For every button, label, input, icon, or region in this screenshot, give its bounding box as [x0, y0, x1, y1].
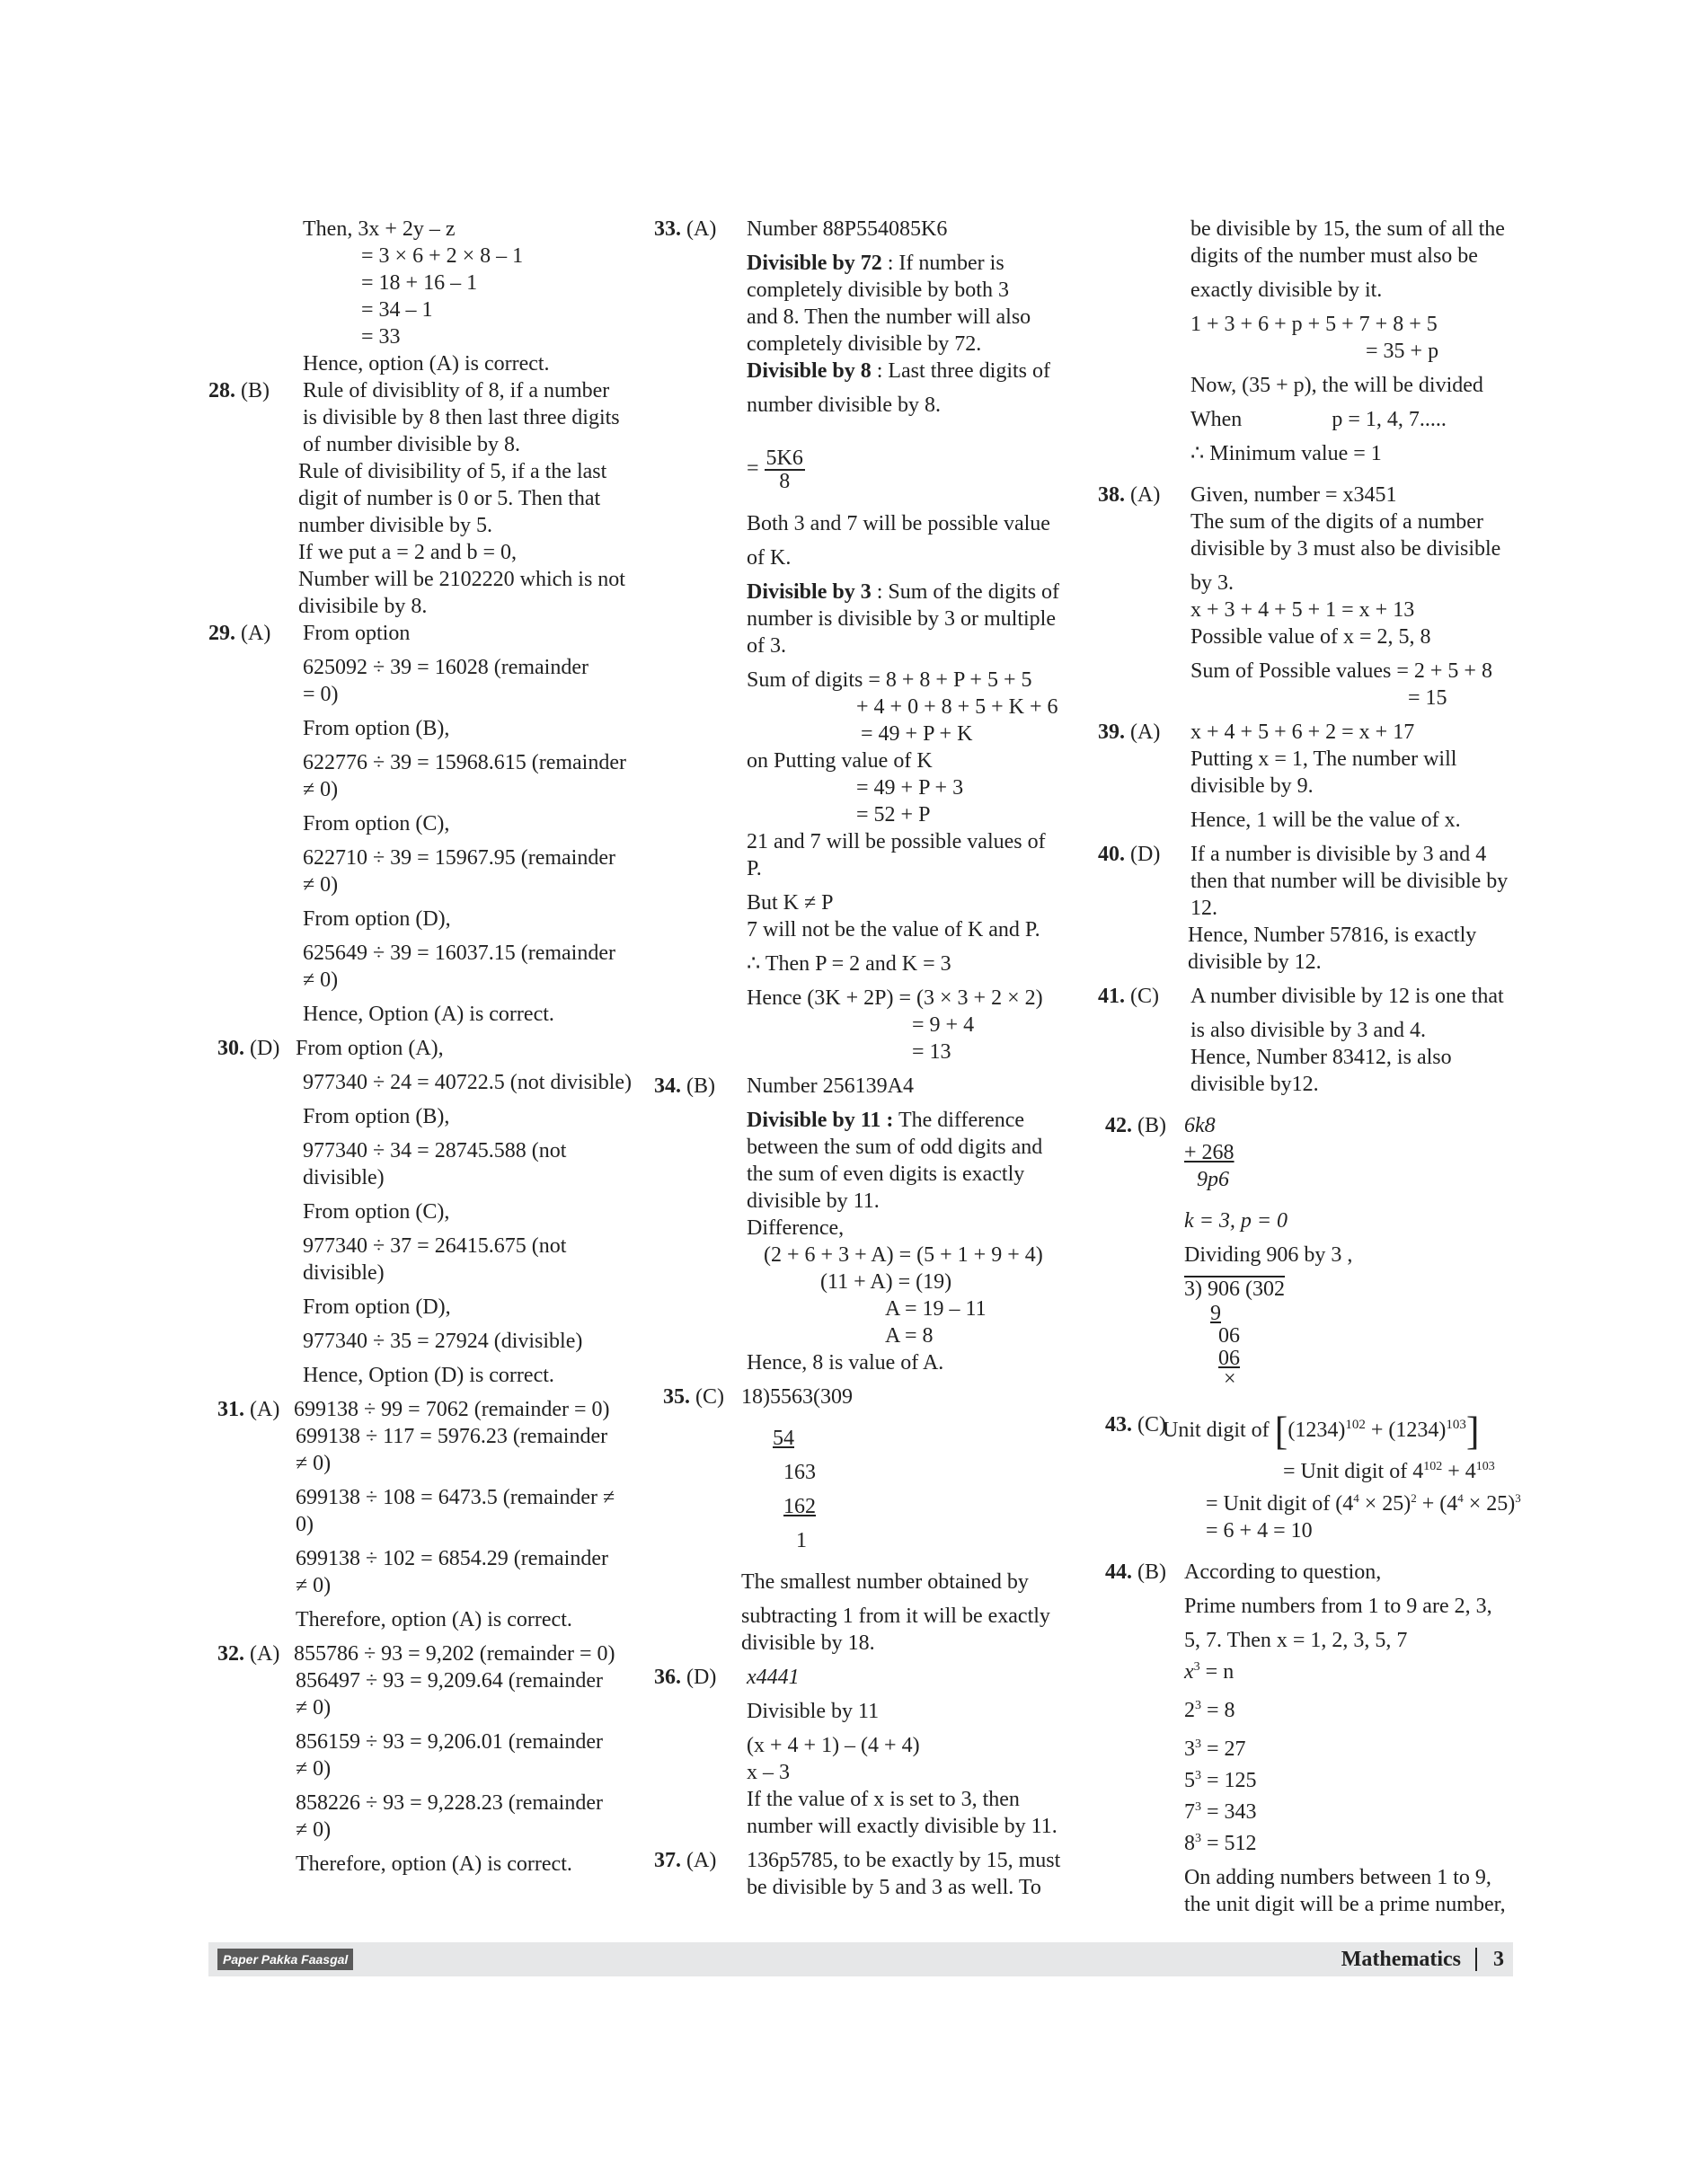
text-line: divisible by 11. — [747, 1189, 880, 1213]
text-line: 622776 ÷ 39 = 15968.615 (remainder — [303, 751, 626, 774]
text-line: divisible) — [303, 1261, 385, 1285]
text-line: = 3 × 6 + 2 × 8 – 1 — [361, 244, 524, 268]
long-division: 3) 906 (302 — [1184, 1277, 1285, 1301]
text-line: Prime numbers from 1 to 9 are 2, 3, — [1184, 1595, 1492, 1618]
text-line: number divisible by 5. — [298, 514, 492, 537]
column-1 — [208, 216, 633, 1878]
text-line: P. — [747, 857, 762, 880]
text-line: digits of the number must also be — [1190, 244, 1478, 268]
text-line: = Unit digit of $(4^4 \times 25)^2 + (4^4 \times 25)^3$ — [1206, 1491, 1521, 1516]
text-line: 625092 ÷ 39 = 16028 (remainder — [303, 656, 589, 679]
text-line: of number divisible by 8. — [303, 433, 520, 456]
question-number: 31. — [217, 1398, 244, 1421]
text-line: From option (C), — [303, 812, 450, 835]
question-32: 32. (A) 855786 ÷ 93 = 9,202 (remainder = 0) — [217, 1642, 615, 1666]
question-38: 38. (A) Given, number = x3451 — [1098, 483, 1397, 507]
text-line: Hence, 8 is value of A. — [747, 1351, 944, 1375]
text-line: 5, 7. Then x = 1, 2, 3, 5, 7 — [1184, 1629, 1408, 1652]
text-line: Therefore, option (A) is correct. — [296, 1608, 572, 1631]
text-line: 699138 ÷ 108 = 6473.5 (remainder ≠ — [296, 1486, 615, 1509]
question-number: 44. — [1105, 1560, 1132, 1584]
text-line: From option (B), — [303, 1105, 450, 1128]
text-line: = 34 – 1 — [361, 298, 433, 322]
answer-label: (D) — [686, 1666, 717, 1689]
question-30: 30. (D) From option (A), — [217, 1037, 444, 1060]
column-2 — [654, 216, 1073, 1901]
text-line: 856159 ÷ 93 = 9,206.01 (remainder — [296, 1730, 603, 1754]
text-line: = 13 — [912, 1040, 951, 1064]
text-line: 699138 ÷ 117 = 5976.23 (remainder — [296, 1425, 608, 1448]
text-line: Hence, option (A) is correct. — [303, 352, 550, 376]
text-line: 858226 ÷ 93 = 9,228.23 (remainder — [296, 1791, 603, 1815]
text-line: 7 will not be the value of K and P. — [747, 918, 1040, 941]
text-line: From option (C), — [303, 1200, 450, 1224]
text-line: = 18 + 16 – 1 — [361, 271, 478, 295]
text-line: number divisible by 8. — [747, 393, 941, 417]
question-number: 30. — [217, 1037, 244, 1060]
text-line: 9p6 — [1197, 1168, 1229, 1191]
text-line: Divisible by 3 : Sum of the digits of — [747, 580, 1060, 604]
column-3 — [1098, 216, 1521, 1918]
text-line: $x^3 = n$ — [1184, 1660, 1235, 1684]
answer-label: (A) — [686, 1849, 717, 1872]
text-line: ≠ 0) — [296, 1818, 332, 1842]
answer-label: (A) — [241, 622, 271, 645]
text-line: 856497 ÷ 93 = 9,209.64 (remainder — [296, 1669, 603, 1693]
text-line: = Unit digit of $4^{102} + 4^{103}$ — [1283, 1460, 1495, 1483]
question-number: 41. — [1098, 985, 1125, 1008]
text-line: then that number will be divisible by — [1190, 870, 1509, 893]
text-line: From option (D), — [303, 907, 451, 931]
text-line: ≠ 0) — [296, 1452, 332, 1475]
question-44: 44. (B) According to question, — [1105, 1560, 1382, 1584]
text-line: But K ≠ P — [747, 891, 834, 915]
text-line: ≠ 0) — [296, 1757, 332, 1781]
text-line: on Putting value of K — [747, 749, 933, 773]
subject-title: Mathematics — [1341, 1948, 1461, 1971]
text-line: If the value of x is set to 3, then — [747, 1788, 1020, 1811]
text-line: ≠ 0) — [303, 873, 339, 897]
page-number: 3 — [1493, 1948, 1504, 1971]
text-line: digit of number is 0 or 5. Then that — [298, 487, 601, 510]
text-line: divisible by12. — [1190, 1073, 1319, 1096]
question-28: 28. (B) Rule of divisiblity of 8, if a number — [208, 379, 610, 402]
text-line: Hence, Number 83412, is also — [1190, 1046, 1452, 1069]
text-line: Difference, — [747, 1216, 845, 1240]
text-line: Now, (35 + p), the will be divided — [1190, 374, 1483, 397]
text-line: = 9 + 4 — [912, 1013, 975, 1037]
text-line: The smallest number obtained by — [741, 1570, 1029, 1594]
text-line: 12. — [1190, 897, 1217, 920]
text-line: Hence, Option (A) is correct. — [303, 1003, 554, 1026]
text-line: The sum of the digits of a number — [1190, 510, 1483, 534]
text-line: k = 3, p = 0 — [1184, 1209, 1288, 1233]
text-line: of K. — [747, 546, 792, 570]
text-line: + 4 + 0 + 8 + 5 + K + 6 — [856, 695, 1058, 719]
text-line: If we put a = 2 and b = 0, — [298, 541, 518, 564]
text-line: be divisible by 15, the sum of all the — [1190, 217, 1505, 241]
heading: Divisible by 8 — [747, 359, 872, 383]
text-line: 977340 ÷ 24 = 40722.5 (not divisible) — [303, 1071, 633, 1094]
answer-label: (C) — [695, 1385, 724, 1409]
long-division: 06 — [1218, 1347, 1240, 1370]
text-line: number is divisible by 3 or multiple — [747, 607, 1056, 631]
question-number: 37. — [654, 1849, 681, 1872]
text-line: 977340 ÷ 35 = 27924 (divisible) — [303, 1330, 583, 1353]
text-line: ≠ 0) — [303, 968, 339, 992]
text-line: = 49 + P + K — [861, 722, 973, 746]
text-line: Therefore, option (A) is correct. — [296, 1852, 572, 1876]
cube-line: $7^3 = 343$ — [1184, 1800, 1257, 1824]
question-number: 32. — [217, 1642, 244, 1666]
question-33: 33. (A) Number 88P554085K6 — [654, 217, 948, 241]
text-line: ∴ Then P = 2 and K = 3 — [747, 952, 951, 976]
cube-line: $5^3 = 125$ — [1184, 1769, 1257, 1792]
long-division: 54 — [773, 1427, 794, 1450]
long-division: 9 — [1210, 1302, 1221, 1325]
text-line: the sum of even digits is exactly — [747, 1162, 1025, 1186]
text-line: the unit digit will be a prime number, — [1184, 1893, 1506, 1916]
text-line: Hence, Option (D) is correct. — [303, 1364, 554, 1387]
answer-label: (A) — [1130, 483, 1161, 507]
text-line: divisible by 9. — [1190, 774, 1314, 798]
question-39: 39. (A) x + 4 + 5 + 6 + 2 = x + 17 — [1098, 720, 1415, 744]
text-line: = 15 — [1408, 686, 1447, 710]
text-line: Number will be 2102220 which is not — [298, 568, 625, 591]
question-number: 36. — [654, 1666, 681, 1689]
heading: Divisible by 3 — [747, 580, 872, 604]
text-line: ≠ 0) — [303, 778, 339, 801]
text-line: completely divisible by both 3 — [747, 278, 1009, 302]
answer-label: (A) — [686, 217, 717, 241]
text-line: 977340 ÷ 37 = 26415.675 (not — [303, 1234, 567, 1258]
text-line: Dividing 906 by 3 , — [1184, 1243, 1353, 1267]
text-line: = 52 + P — [856, 803, 931, 827]
text-line: (x + 4 + 1) – (4 + 4) — [747, 1734, 920, 1757]
question-number: 34. — [654, 1074, 681, 1098]
question-35: 35. (C) 18)5563(309 — [663, 1385, 853, 1409]
text-line: Divisible by 72 : If number is — [747, 252, 1004, 275]
long-division: 06 — [1218, 1324, 1240, 1348]
question-number: 38. — [1098, 483, 1125, 507]
cube-line: $2^3 = 8$ — [1184, 1699, 1235, 1722]
text-line: number will exactly divisible by 11. — [747, 1815, 1058, 1838]
text-line: of 3. — [747, 634, 786, 658]
text-line: 0) — [296, 1513, 314, 1536]
question-number: 28. — [208, 379, 235, 402]
text-line: is divisible by 8 then last three digits — [303, 406, 620, 429]
question-42: 42. (B) 6k8 — [1105, 1114, 1216, 1137]
divider — [1475, 1948, 1477, 1971]
text-line: A = 19 – 11 — [885, 1297, 987, 1321]
answer-label: (A) — [1130, 720, 1161, 744]
text-line: x – 3 — [747, 1761, 790, 1784]
text-line: On adding numbers between 1 to 9, — [1184, 1866, 1491, 1889]
text-line: = 35 + p — [1366, 340, 1439, 363]
text-line: ≠ 0) — [296, 1696, 332, 1719]
text-line: + 268 — [1184, 1141, 1235, 1164]
text-line: = 6 + 4 = 10 — [1206, 1519, 1313, 1543]
text-line: From option (D), — [303, 1295, 451, 1319]
text-line: exactly divisible by it. — [1190, 278, 1383, 302]
text-line: Divisible by 11 — [747, 1700, 880, 1723]
question-number: 33. — [654, 217, 681, 241]
fraction: $\frac{5K6}{8}$ — [766, 446, 803, 493]
answer-label: (A) — [250, 1398, 280, 1421]
text-line: x + 3 + 4 + 5 + 1 = x + 13 — [1190, 598, 1415, 622]
text-line: Rule of divisibility of 5, if a the last — [298, 460, 607, 483]
text-line: and 8. Then the number will also — [747, 305, 1031, 329]
question-number: 35. — [663, 1385, 690, 1409]
text-line: divisible by 18. — [741, 1631, 875, 1655]
answer-label: (D) — [1130, 843, 1161, 866]
question-number: 42. — [1105, 1114, 1132, 1137]
text-line: Putting x = 1, The number will — [1190, 747, 1457, 771]
cube-line: $3^3 = 27$ — [1184, 1737, 1246, 1761]
text-line: 1 + 3 + 6 + p + 5 + 7 + 8 + 5 — [1190, 313, 1438, 336]
text-line: = 0) — [303, 683, 339, 706]
question-number: 40. — [1098, 843, 1125, 866]
text-line: Both 3 and 7 will be possible value — [747, 512, 1050, 535]
answer-label: (D) — [250, 1037, 280, 1060]
text-line: between the sum of odd digits and — [747, 1136, 1043, 1159]
question-43: 43. (C) Unit digit of $[(1234)^{102} + (1234)^{103}]$ — [1105, 1409, 1480, 1454]
text-line: 699138 ÷ 102 = 6854.29 (remainder — [296, 1547, 608, 1570]
heading: Divisible by 72 — [747, 252, 882, 275]
long-division: × — [1224, 1367, 1236, 1391]
text-line: A = 8 — [885, 1324, 934, 1348]
text-line: 622710 ÷ 39 = 15967.95 (remainder — [303, 846, 615, 870]
question-number: 43. — [1105, 1413, 1132, 1437]
answer-label: (A) — [250, 1642, 280, 1666]
question-40: 40. (D) If a number is divisible by 3 and 4 — [1098, 843, 1487, 866]
text-line: Hence, 1 will be the value of x. — [1190, 809, 1461, 832]
question-37: 37. (A) 136p5785, to be exactly by 15, must — [654, 1849, 1061, 1872]
text-line: Divisible by 11 : The difference — [747, 1109, 1025, 1132]
answer-label: (B) — [686, 1074, 715, 1098]
text-line: From option (B), — [303, 717, 450, 740]
text-line: Divisible by 8 : Last three digits of — [747, 359, 1050, 383]
text-line: divisible by 3 must also be divisible — [1190, 537, 1501, 561]
publisher-logo: Paper Pakka Faasgal — [217, 1949, 353, 1970]
text-line: divisible) — [303, 1166, 385, 1189]
page-footer — [208, 1942, 1513, 1976]
question-36: 36. (D) x4441 — [654, 1666, 800, 1689]
text-line: Sum of digits = 8 + 8 + P + 5 + 5 — [747, 668, 1032, 692]
question-31: 31. (A) 699138 ÷ 99 = 7062 (remainder = 0) — [217, 1398, 610, 1421]
text-line: divisibile by 8. — [298, 595, 428, 618]
question-29: 29. (A) From option — [208, 622, 411, 645]
answer-label: (C) — [1130, 985, 1159, 1008]
long-division: 1 — [796, 1529, 807, 1552]
text-line: 977340 ÷ 34 = 28745.588 (not — [303, 1139, 567, 1162]
text-line: 21 and 7 will be possible values of — [747, 830, 1046, 853]
text-line: (11 + A) = (19) — [820, 1270, 952, 1294]
text-line: Hence, Number 57816, is exactly — [1188, 924, 1477, 947]
fraction-line: = $\frac{5K6}{8}$ — [747, 446, 803, 493]
text-line: Then, 3x + 2y – z — [303, 217, 456, 241]
long-division: 162 — [783, 1495, 816, 1518]
text-line: = 49 + P + 3 — [856, 776, 964, 800]
text-line: subtracting 1 from it will be exactly — [741, 1604, 1050, 1628]
text-line: When p = 1, 4, 7..... — [1190, 408, 1447, 431]
cube-line: $8^3 = 512$ — [1184, 1832, 1257, 1855]
text-line: (2 + 6 + 3 + A) = (5 + 1 + 9 + 4) — [764, 1243, 1043, 1267]
text-line: Hence (3K + 2P) = (3 × 3 + 2 × 2) — [747, 986, 1043, 1010]
text-line: Sum of Possible values = 2 + 5 + 8 — [1190, 659, 1492, 683]
question-34: 34. (B) Number 256139A4 — [654, 1074, 914, 1098]
text-line: ≠ 0) — [296, 1574, 332, 1597]
answer-label: (C) — [1137, 1413, 1166, 1437]
text-line: ∴ Minimum value = 1 — [1190, 442, 1382, 465]
text-line: divisible by 12. — [1188, 950, 1322, 974]
question-41: 41. (C) A number divisible by 12 is one that — [1098, 985, 1504, 1008]
text-line: be divisible by 5 and 3 as well. To — [747, 1876, 1041, 1899]
question-number: 39. — [1098, 720, 1125, 744]
text-line: completely divisible by 72. — [747, 332, 982, 356]
answer-label: (B) — [1137, 1560, 1166, 1584]
text-line: Possible value of x = 2, 5, 8 — [1190, 625, 1431, 649]
question-number: 29. — [208, 622, 235, 645]
long-division: 163 — [783, 1461, 816, 1484]
answer-label: (B) — [241, 379, 270, 402]
text-line: by 3. — [1190, 571, 1234, 595]
text-line: 625649 ÷ 39 = 16037.15 (remainder — [303, 941, 615, 965]
text-line: = 33 — [361, 325, 401, 349]
heading: Divisible by 11 : — [747, 1109, 894, 1132]
text-line: is also divisible by 3 and 4. — [1190, 1019, 1426, 1042]
answer-label: (B) — [1137, 1114, 1166, 1137]
